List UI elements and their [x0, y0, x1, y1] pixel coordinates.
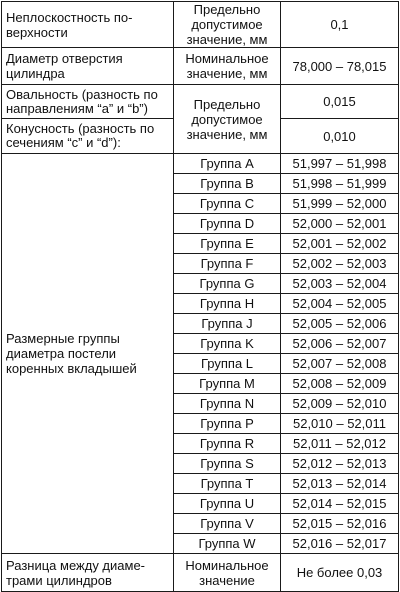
size-group-range: 52,015 – 52,016: [281, 514, 399, 534]
size-group-label: Группа P: [174, 414, 281, 434]
size-group-range: 52,005 – 52,006: [281, 314, 399, 334]
size-group-label: Группа M: [174, 374, 281, 394]
ovality-taper-type: Предельно допустимое значение, мм: [174, 85, 281, 154]
size-group-label: Группа N: [174, 394, 281, 414]
size-group-range: 52,007 – 52,008: [281, 354, 399, 374]
size-group-range: 52,002 – 52,003: [281, 254, 399, 274]
size-group-range: 52,004 – 52,005: [281, 294, 399, 314]
size-group-range: 52,011 – 52,012: [281, 434, 399, 454]
size-group-row: [2, 154, 399, 174]
size-group-label: Группа E: [174, 234, 281, 254]
taper-value: 0,010: [281, 119, 399, 154]
size-group-label: Группа B: [174, 174, 281, 194]
size-group-range: 52,008 – 52,009: [281, 374, 399, 394]
size-group-range: 52,014 – 52,015: [281, 494, 399, 514]
size-group-range: 52,003 – 52,004: [281, 274, 399, 294]
size-group-label: Группа J: [174, 314, 281, 334]
size-group-label: Группа W: [174, 534, 281, 554]
size-group-label: Группа L: [174, 354, 281, 374]
size-group-label: Группа T: [174, 474, 281, 494]
size-group-range: 51,999 – 52,000: [281, 194, 399, 214]
ovality-param: Овальность (разность по направлениям “а” и “b”): [2, 85, 174, 119]
size-group-range: 51,998 – 51,999: [281, 174, 399, 194]
size-groups-param: Размерные группы диаметра постели коренных вкладышей: [2, 154, 174, 554]
size-group-label: Группа V: [174, 514, 281, 534]
flatness-type: Предельно допустимое значение, мм: [174, 2, 281, 48]
ovality-value: 0,015: [281, 85, 399, 119]
size-group-range: 52,001 – 52,002: [281, 234, 399, 254]
diff-param: Разница между диаме-трами цилиндров: [2, 554, 174, 592]
spec-table: [1, 1, 399, 592]
size-group-range: 52,009 – 52,010: [281, 394, 399, 414]
size-group-label: Группа C: [174, 194, 281, 214]
row-flatness: [2, 2, 399, 48]
size-group-range: 52,000 – 52,001: [281, 214, 399, 234]
bore-param: Диаметр отверстия цилиндра: [2, 48, 174, 85]
size-group-label: Группа R: [174, 434, 281, 454]
size-group-label: Группа S: [174, 454, 281, 474]
size-group-range: 52,012 – 52,013: [281, 454, 399, 474]
flatness-value: 0,1: [281, 2, 399, 48]
size-group-label: Группа K: [174, 334, 281, 354]
size-group-range: 52,010 – 52,011: [281, 414, 399, 434]
size-group-range: 52,013 – 52,014: [281, 474, 399, 494]
size-group-range: 51,997 – 51,998: [281, 154, 399, 174]
size-group-label: Группа A: [174, 154, 281, 174]
size-group-range: 52,006 – 52,007: [281, 334, 399, 354]
row-bore: [2, 48, 399, 85]
size-group-label: Группа H: [174, 294, 281, 314]
size-group-label: Группа F: [174, 254, 281, 274]
taper-param: Конусность (разность по сечениям “с” и “d”):: [2, 119, 174, 154]
diff-value: Не более 0,03: [281, 554, 399, 592]
diff-type: Номинальное значение: [174, 554, 281, 592]
size-group-label: Группа D: [174, 214, 281, 234]
size-group-label: Группа G: [174, 274, 281, 294]
flatness-param: Неплоскостность по-верхности: [2, 2, 174, 48]
spec-table-body: [2, 2, 399, 592]
bore-value: 78,000 – 78,015: [281, 48, 399, 85]
row-ovality: [2, 85, 399, 119]
size-group-range: 52,016 – 52,017: [281, 534, 399, 554]
bore-type: Номинальное значение, мм: [174, 48, 281, 85]
size-group-label: Группа U: [174, 494, 281, 514]
row-diameter-diff: [2, 554, 399, 592]
